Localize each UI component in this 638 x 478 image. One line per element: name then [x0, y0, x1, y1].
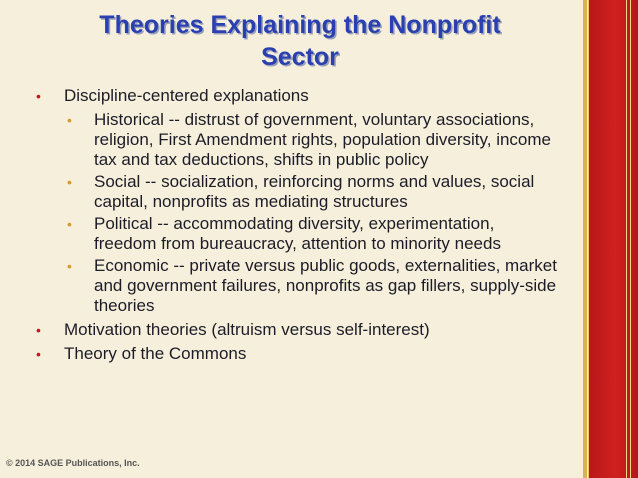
sub-bullet-text: Political -- accommodating diversity, experimentation, freedom from bureaucracy, attention to minority needs: [94, 214, 501, 253]
bullet-text: Theory of the Commons: [64, 344, 247, 363]
copyright-footer: © 2014 SAGE Publications, Inc.: [6, 458, 140, 468]
sub-bullet-icon: •: [67, 216, 72, 232]
accent-stripe-gold: [583, 0, 587, 478]
bullet-item: [0, 320, 580, 340]
sub-bullet-item: [0, 256, 580, 316]
bullet-list: [0, 86, 580, 364]
bullet-text: Discipline-centered explanations: [64, 86, 309, 105]
sub-bullet-text: Historical -- distrust of government, voluntary associations, religion, First Amendment rights, population diversity, income tax and tax deductions, shifts in public policy: [94, 110, 551, 169]
sub-bullet-item: [0, 110, 580, 170]
slide-title-line-2: Sector: [261, 43, 339, 71]
bullet-icon: •: [36, 322, 41, 338]
sub-bullet-item: [0, 172, 580, 212]
bullet-icon: •: [36, 88, 41, 104]
bullet-text: Motivation theories (altruism versus self-interest): [64, 320, 430, 339]
sub-bullet-icon: •: [67, 112, 72, 128]
sub-bullet-icon: •: [67, 174, 72, 190]
sub-bullet-text: Economic -- private versus public goods, externalities, market and government failures, nonprofits as gap fillers, supply-side theories: [94, 256, 557, 315]
bullet-item: [0, 344, 580, 364]
accent-bar-pinstripe: [626, 0, 627, 478]
accent-bar-edge: [588, 0, 589, 478]
accent-bar-pinstripe: [630, 0, 631, 478]
slide-title-line-1: Theories Explaining the Nonprofit: [99, 11, 501, 39]
sub-bullet-text: Social -- socialization, reinforcing norms and values, social capital, nonprofits as mediating structures: [94, 172, 535, 211]
sub-bullet-item: [0, 214, 580, 254]
bullet-icon: •: [36, 346, 41, 362]
bullet-item: [0, 86, 580, 106]
slide-title: [30, 9, 570, 73]
sub-bullet-icon: •: [67, 258, 72, 274]
